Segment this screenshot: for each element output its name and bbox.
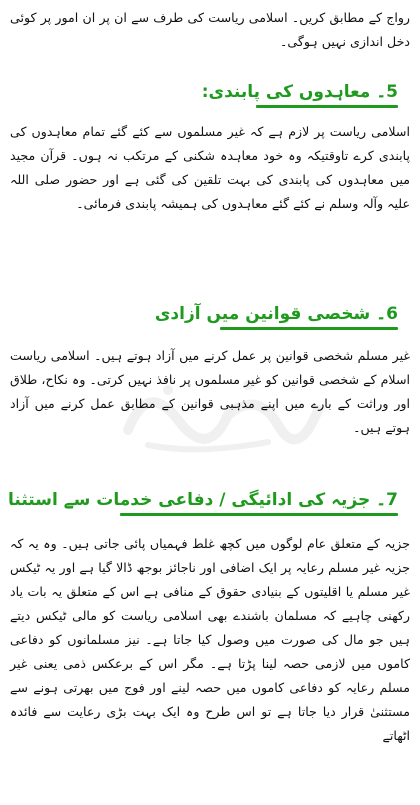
heading-underline	[220, 327, 398, 330]
section-body-treaties: اسلامی ریاست پر لازم ہے کہ غیر مسلموں سے کئے گئے تمام معاہدوں کی پابندی کرے تاوقتیکہ وہ خود معاہدہ شکنی کے مرتکب نہ ہوں۔ قرآن مجید میں معاہدوں کی پابندی کی بہت تلقین کی گئی ہے اور حضور صلی اللہ علیہ وآلہ وسلم نے کئے گئے معاہدوں کی ہمیشہ پابندی فرمائی۔	[10, 124, 410, 211]
intro-paragraph: رواج کے مطابق کریں۔ اسلامی ریاست کی طرف سے ان پر ان امور پر کوئی دخل اندازی نہیں ہوگی۔	[10, 10, 410, 49]
section-heading-personal-law: 6۔ شخصی قوانین میں آزادی	[154, 304, 398, 324]
section-heading-jizya: 7۔ جزیہ کی ادائیگی / دفاعی خدمات سے استثنا	[8, 490, 398, 510]
heading-underline	[256, 105, 398, 108]
heading-underline	[120, 513, 398, 516]
section-heading-treaties: 5۔ معاہدوں کی پابندی:	[201, 82, 398, 102]
section-body-jizya: جزیہ کے متعلق عام لوگوں میں کچھ غلط فہمیاں پائی جاتی ہیں۔ وہ یہ کہ جزیہ غیر مسلم رعایہ پر ایک اضافی اور ناجائز بوجھ ڈالا گیا ہے اور یہ ٹیکس غیر مسلم یا اقلیتوں کے بنیادی حقوق کے منافی ہے اس کے متعلق یہ بات یاد رکھنی چاہیے کہ مسلمان باشندے بھی اسلامی ریاست کو مالی ٹیکس دیتے ہیں جو مال کی صورت میں وصول کیا جاتا ہے۔ نیز مسلمانوں کو دفاعی کاموں میں لازمی حصہ لینا پڑتا ہے۔ مگر اس کے برعکس ذمی یعنی غیر مسلم رعایہ کو دفاعی کاموں میں حصہ لینے اور فوج میں بھرتی ہونے سے مستثنیٰ قرار دیا جاتا ہے تو اس طرح وہ ایک بہت بڑی رعایت سے فائدہ اٹھاتے	[10, 536, 410, 743]
section-body-personal-law: غیر مسلم شخصی قوانین پر عمل کرنے میں آزاد ہوتے ہیں۔ اسلامی ریاست اسلام کے شخصی قوانین کو غیر مسلموں پر نافذ نہیں کرتی۔ وہ نکاح، طلاق اور وراثت کے بارے میں اپنے مذہبی قوانین کے مطابق عمل کرنے میں آزاد ہوتے ہیں۔	[10, 348, 410, 435]
